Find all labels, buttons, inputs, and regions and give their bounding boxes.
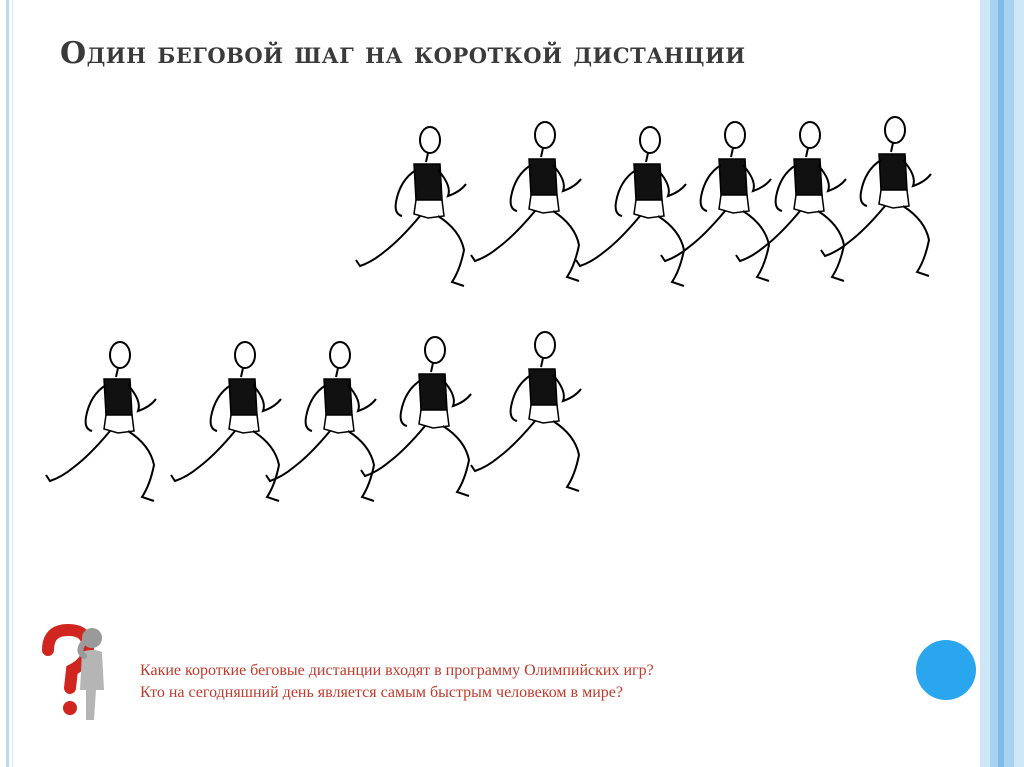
runner-figure [471,332,581,491]
runner-figure [661,122,771,281]
runner-figure [356,127,466,286]
blue-circle-icon [916,640,976,700]
questions-block [140,660,860,704]
slide-title: Один беговой шаг на короткой дистанции [60,36,746,71]
runner-figure [361,337,471,496]
question-1: Какие короткие беговые дистанции входят в программу Олимпийских игр? [140,662,654,679]
runner-figure [821,117,931,276]
runner-figure [46,342,156,501]
runner-figure [576,127,686,286]
question-mark-person-icon [30,620,120,730]
question-2: Кто на сегодняшний день является самым быстрым человеком в мире? [140,684,623,701]
runner-figure [471,122,581,281]
runner-figure [266,342,376,501]
runner-figure [171,342,281,501]
runner-figure [736,122,846,281]
